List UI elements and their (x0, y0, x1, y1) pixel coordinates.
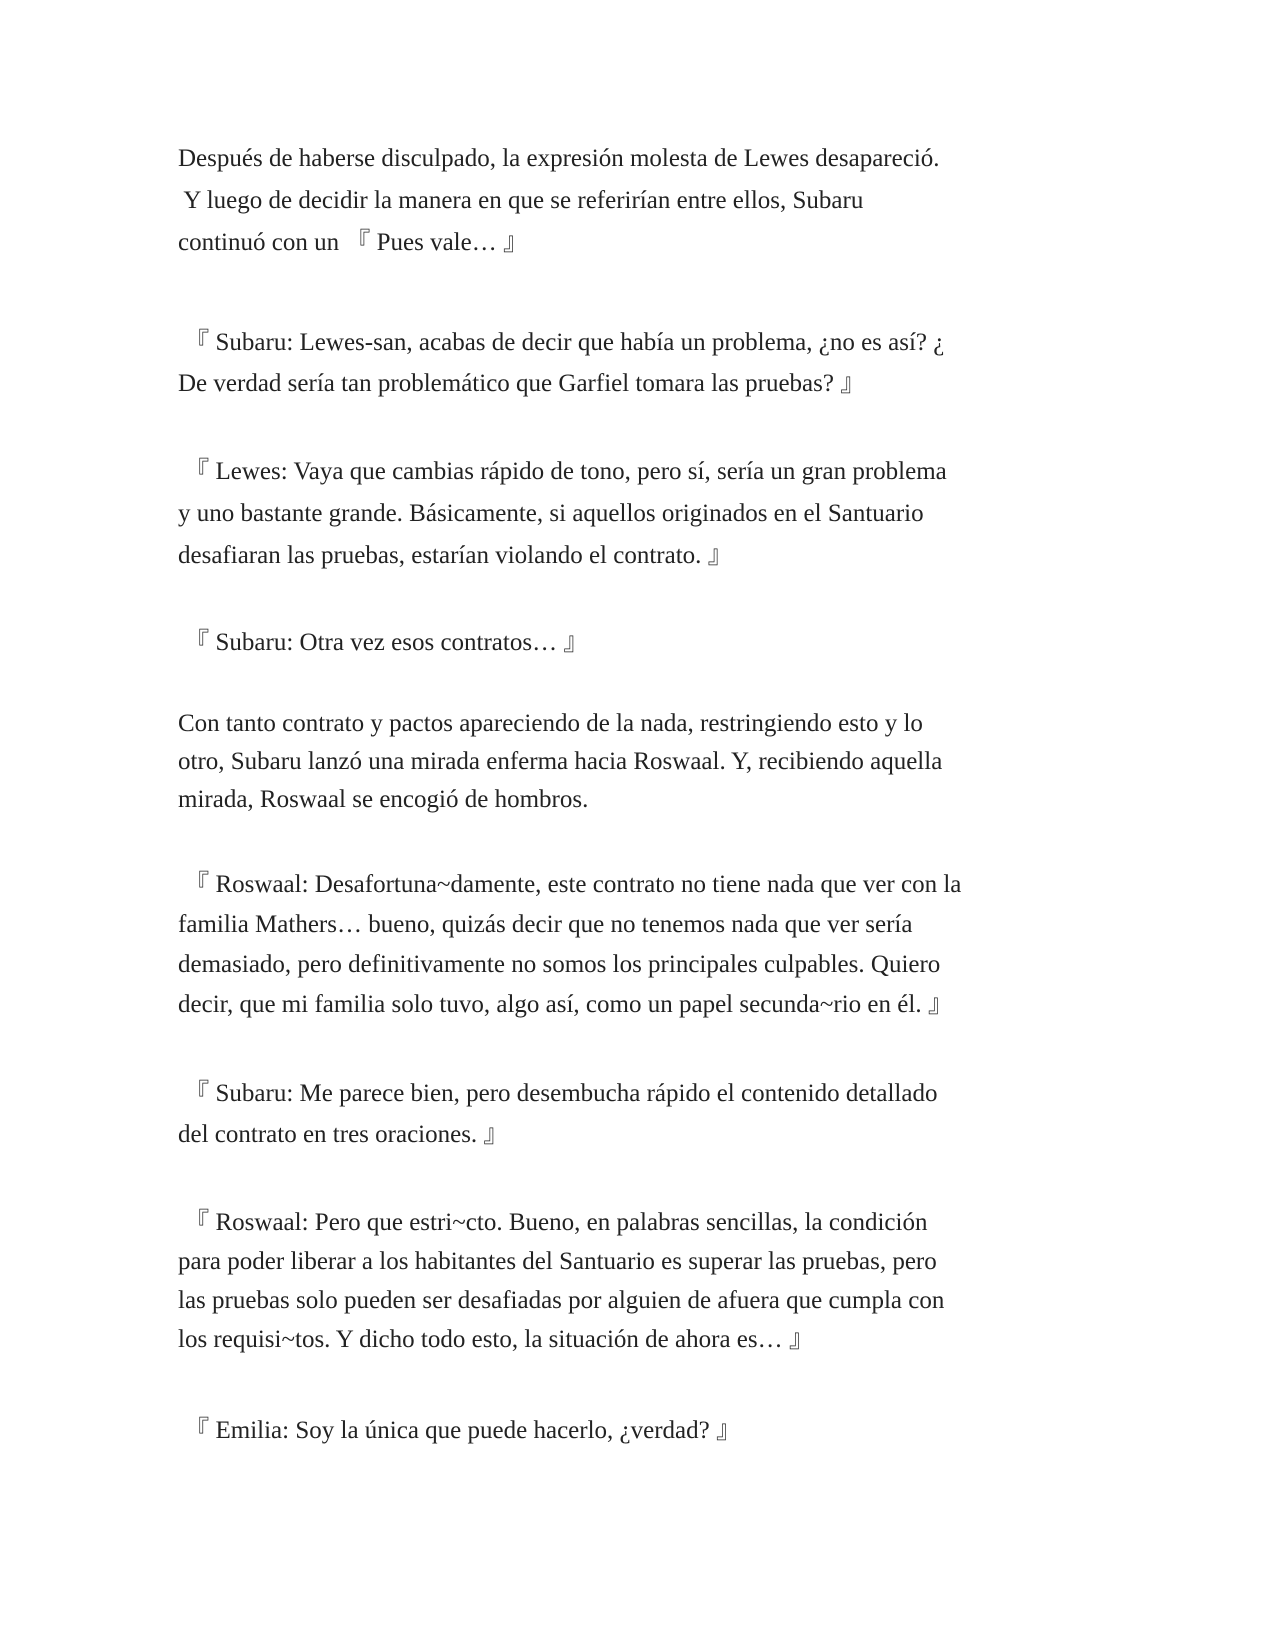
text-line: y uno bastante grande. Básicamente, si aquellos originados en el Santuario (178, 500, 924, 527)
text-line: 『 Subaru: Otra vez esos contratos… 』 (178, 629, 589, 656)
text-line: familia Mathers… bueno, quizás decir que no tenemos nada que ver sería (178, 911, 913, 938)
text-line: 『 Roswaal: Pero que estri~cto. Bueno, en palabras sencillas, la condición (178, 1209, 928, 1236)
paragraph-narration-roswaal-shrug (178, 705, 1098, 819)
paragraph-dialogue-lewes-contract (178, 451, 1098, 577)
text-line: los requisi~tos. Y dicho todo esto, la situación de ahora es… 』 (178, 1326, 814, 1353)
paragraph-narration-apology (178, 138, 1098, 264)
text-line: 『 Lewes: Vaya que cambias rápido de tono, pero sí, sería un gran problema (178, 458, 947, 485)
text-line: continuó con un 『 Pues vale… 』 (178, 229, 528, 256)
text-line: demasiado, pero definitivamente no somos los principales culpables. Quiero (178, 951, 941, 978)
text-line: las pruebas solo pueden ser desafiadas por alguien de afuera que cumpla con (178, 1287, 945, 1314)
text-line: 『 Subaru: Lewes-san, acabas de decir que había un problema, ¿no es así? ¿ (178, 329, 945, 356)
text-line: 『 Roswaal: Desafortuna~damente, este contrato no tiene nada que ver con la (178, 871, 962, 898)
text-line: 『 Emilia: Soy la única que puede hacerlo, ¿verdad? 』 (178, 1417, 741, 1444)
text-line: Y luego de decidir la manera en que se referirían entre ellos, Subaru (178, 187, 864, 214)
text-line: De verdad sería tan problemático que Garfiel tomara las pruebas? 』 (178, 370, 866, 397)
text-line: Con tanto contrato y pactos apareciendo de la nada, restringiendo esto y lo (178, 710, 923, 737)
paragraph-dialogue-emilia (178, 1410, 1098, 1452)
paragraph-dialogue-roswaal-mathers (178, 865, 1098, 1025)
text-line: decir, que mi familia solo tuvo, algo así, como un papel secunda~rio en él. 』 (178, 991, 953, 1018)
text-line: mirada, Roswaal se encogió de hombros. (178, 786, 589, 813)
paragraph-dialogue-subaru-problem (178, 322, 1098, 404)
paragraph-dialogue-roswaal-condition (178, 1203, 1098, 1359)
paragraph-dialogue-subaru-contracts (178, 622, 1098, 664)
text-line: Después de haberse disculpado, la expresión molesta de Lewes desapareció. (178, 145, 940, 172)
text-line: para poder liberar a los habitantes del Santuario es superar las pruebas, pero (178, 1248, 937, 1275)
text-line: otro, Subaru lanzó una mirada enferma hacia Roswaal. Y, recibiendo aquella (178, 748, 943, 775)
text-line: 『 Subaru: Me parece bien, pero desembucha rápido el contenido detallado (178, 1080, 938, 1107)
text-line: desafiaran las pruebas, estarían violando el contrato. 』 (178, 542, 733, 569)
text-line: del contrato en tres oraciones. 』 (178, 1121, 509, 1148)
paragraph-dialogue-subaru-details (178, 1073, 1098, 1155)
